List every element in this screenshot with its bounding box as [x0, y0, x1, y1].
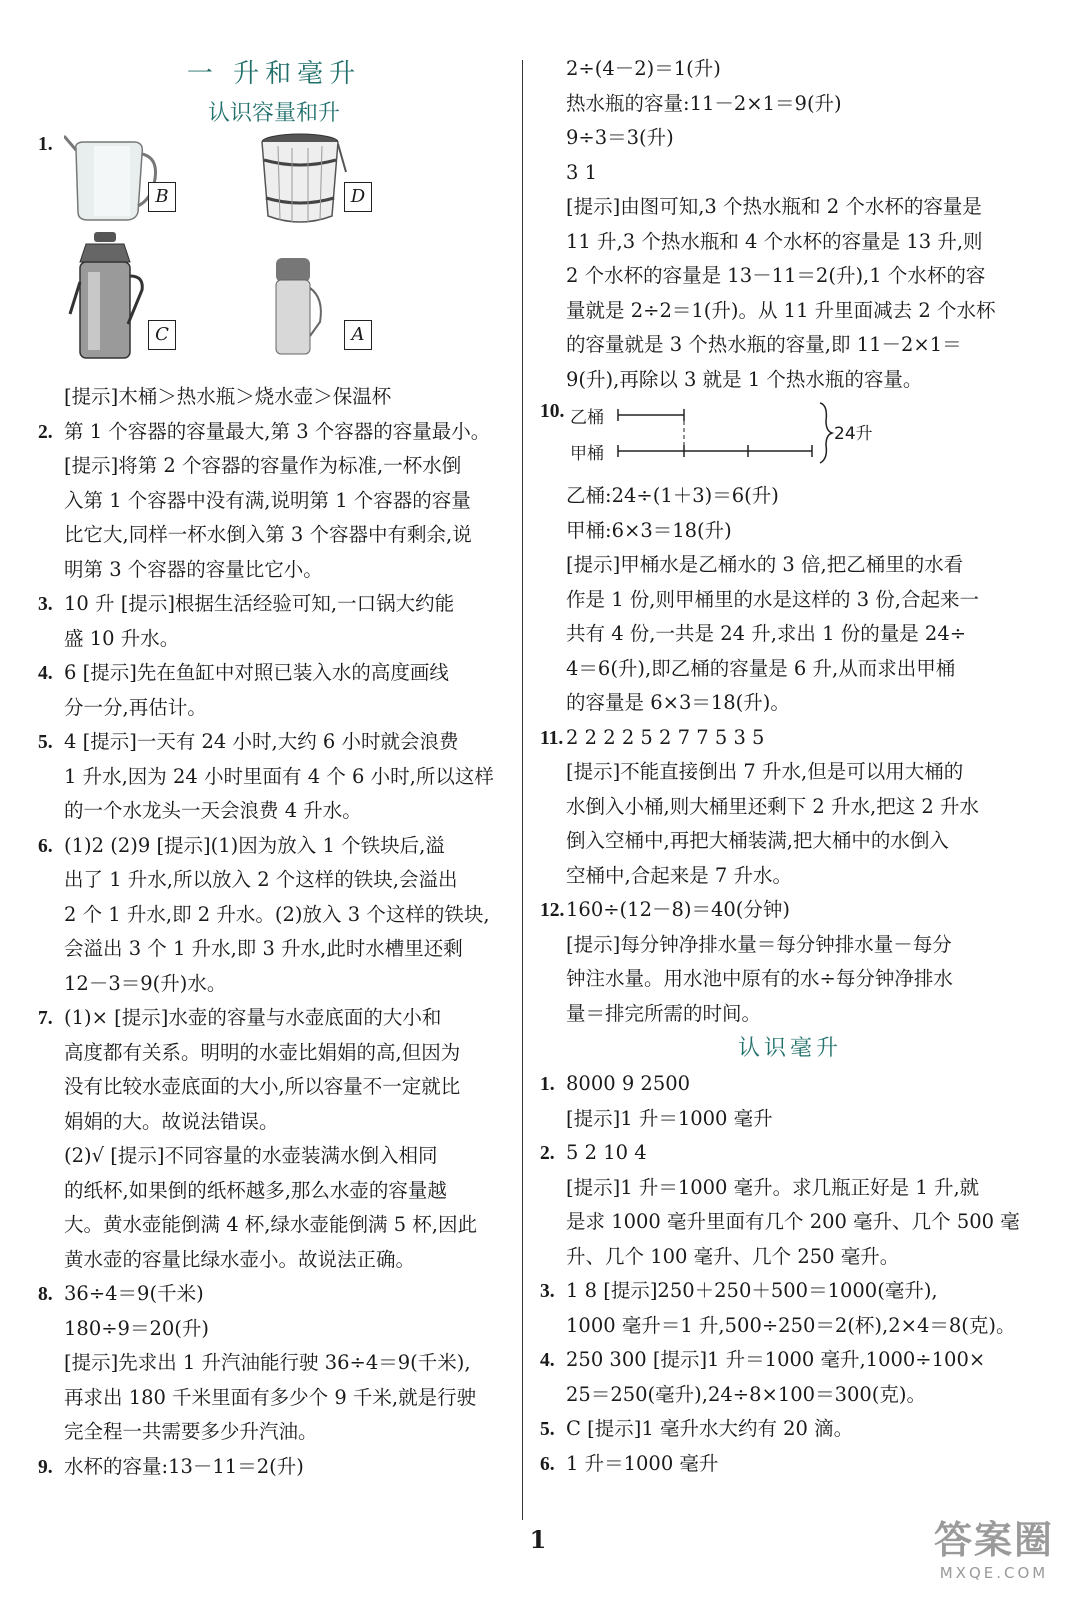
answer-text: 作是 1 份,则甲桶里的水是这样的 3 份,合起来一 [566, 587, 980, 611]
answer-text: 1 8 [提示]250＋250＋500＝1000(毫升), [566, 1279, 938, 1302]
question-number: 11. [540, 727, 564, 749]
answer-line [38, 1139, 510, 1174]
answer-text: [提示]先求出 1 升汽油能行驶 36÷4＝9(千米), [64, 1351, 471, 1374]
answer-line [38, 898, 510, 933]
question-10-diagram [540, 397, 1040, 479]
answer-line [540, 617, 1040, 652]
answer-line [540, 962, 1040, 997]
answer-text: 的容量就是 3 个热水瓶的容量,即 11－2×1＝ [566, 333, 962, 356]
answer-text: (1)2 (2)9 [提示](1)因为放入 1 个铁块后,溢 [64, 833, 445, 857]
answer-line [540, 1378, 1040, 1413]
label-box-cup: A [344, 320, 372, 350]
question-1-figures [38, 132, 510, 380]
answer-text: 盛 10 升水。 [64, 626, 180, 650]
question-number: 7. [38, 1008, 53, 1029]
answer-line [540, 548, 1040, 583]
right-mid-lines [540, 479, 1040, 1031]
answer-text: 6 [提示]先在鱼缸中对照已装入水的高度画线 [64, 661, 449, 684]
answer-line [38, 1312, 510, 1347]
answer-line [540, 479, 1040, 514]
answer-text: 1 升＝1000 毫升 [566, 1451, 719, 1475]
answer-line [38, 1036, 510, 1071]
answer-text: 180÷9＝20(升) [64, 1316, 209, 1340]
q1-hint: [提示]木桶＞热水瓶＞烧水壶＞保温杯 [64, 385, 392, 408]
answer-text: 12－3＝9(升)水。 [64, 971, 227, 995]
answer-text: C [提示]1 毫升水大约有 20 滴。 [566, 1417, 854, 1440]
answer-text: (2)√ [提示]不同容量的水壶装满水倒入相同 [64, 1144, 438, 1167]
answer-text: 的纸杯,如果倒的纸杯越多,那么水壶的容量越 [64, 1178, 447, 1202]
answer-line [38, 967, 510, 1002]
answer-text: 水倒入小桶,则大桶里还剩下 2 升水,把这 2 升水 [566, 794, 980, 818]
bucket-yi-label: 乙桶 [570, 408, 604, 428]
answer-line [38, 449, 510, 484]
answer-line [540, 52, 1040, 87]
answer-line [540, 156, 1040, 191]
answer-line [38, 1381, 510, 1416]
answer-text: 没有比较水壶底面的大小,所以容量不一定就比 [64, 1075, 461, 1098]
answer-text: 10 升 [提示]根据生活经验可知,一口锅大约能 [64, 592, 455, 615]
answer-line [38, 656, 510, 691]
question-number: 2. [540, 1143, 555, 1164]
answer-line [38, 1070, 510, 1105]
watermark-logo: 答案圈 MXQE.COM [933, 1518, 1054, 1582]
answer-text: 量就是 2÷2＝1(升)。从 11 升里面减去 2 个水杯 [566, 298, 996, 322]
answer-line [540, 87, 1040, 122]
question-number: 1. [38, 134, 53, 155]
answer-line [540, 928, 1040, 963]
answer-line [540, 1171, 1040, 1206]
answer-text: 比它大,同样一杯水倒入第 3 个容器中有剩余,说 [64, 523, 472, 546]
right-bottom-lines [540, 1067, 1040, 1481]
total-label: 24升 [834, 424, 873, 444]
answer-line [540, 1447, 1040, 1482]
answer-line [38, 415, 510, 450]
answer-text: 2 2 2 2 5 2 7 7 5 3 5 [566, 725, 765, 749]
column-divider [522, 60, 523, 1520]
answer-text: 3 1 [566, 160, 598, 184]
answer-line [540, 824, 1040, 859]
question-number: 3. [38, 594, 53, 615]
answer-text: 热水瓶的容量:11－2×1＝9(升) [566, 91, 842, 115]
answer-line [540, 514, 1040, 549]
answer-text: [提示]将第 2 个容器的容量作为标准,一杯水倒 [64, 454, 462, 477]
answer-text: [提示]不能直接倒出 7 升水,但是可以用大桶的 [566, 760, 964, 783]
label-box-thermos: C [148, 320, 176, 350]
answer-line [38, 1346, 510, 1381]
question-number: 10. [540, 401, 565, 422]
answer-line [38, 760, 510, 795]
question-number: 9. [38, 1456, 53, 1478]
answer-line [540, 1136, 1040, 1171]
answer-text: 乙桶:24÷(1＋3)＝6(升) [566, 484, 779, 507]
answer-text: [提示]每分钟净排水量＝每分钟排水量－每分 [566, 932, 952, 956]
answer-line [540, 1309, 1040, 1344]
answer-line [38, 518, 510, 553]
answer-line [540, 1102, 1040, 1137]
question-number: 3. [540, 1281, 555, 1302]
question-number: 2. [38, 421, 53, 443]
answer-text: 升、几个 100 毫升、几个 250 毫升。 [566, 1244, 900, 1268]
answer-line [38, 484, 510, 519]
answer-text: 的一个水龙头一天会浪费 4 升水。 [64, 799, 362, 822]
answer-line [540, 893, 1040, 928]
answer-text: 2÷(4－2)＝1(升) [566, 57, 721, 80]
answer-line [38, 622, 510, 657]
answer-line [38, 587, 510, 622]
answer-text: [提示]甲桶水是乙桶水的 3 倍,把乙桶里的水看 [566, 553, 964, 576]
answer-text: 高度都有关系。明明的水壶比娟娟的高,但因为 [64, 1040, 461, 1064]
answer-line [38, 1208, 510, 1243]
answer-line [540, 1240, 1040, 1275]
answer-line [540, 790, 1040, 825]
answer-line [540, 583, 1040, 618]
question-number: 8. [38, 1284, 53, 1305]
right-top-lines [540, 52, 1040, 397]
answer-line [38, 863, 510, 898]
answer-text: 钟注水量。用水池中原有的水÷每分钟净排水 [566, 967, 953, 990]
answer-text: 入第 1 个容器中没有满,说明第 1 个容器的容量 [64, 488, 471, 512]
answer-text: 8000 9 2500 [566, 1072, 691, 1095]
answer-text: 出了 1 升水,所以放入 2 个这样的铁块,会溢出 [64, 868, 458, 891]
answer-line [540, 1412, 1040, 1447]
thermos-icon [68, 232, 158, 362]
answer-text: 娟娟的大。故说法错误。 [64, 1109, 279, 1133]
answer-text: 2 个水杯的容量是 13－11＝2(升),1 个水杯的容 [566, 264, 986, 287]
question-number: 6. [38, 835, 53, 857]
answer-text: 再求出 180 千米里面有多少个 9 千米,就是行驶 [64, 1385, 477, 1409]
answer-text: 明第 3 个容器的容量比它小。 [64, 557, 323, 581]
answer-line [540, 294, 1040, 329]
answer-line [38, 1415, 510, 1450]
answer-line [38, 1001, 510, 1036]
answer-text: 倒入空桶中,再把大桶装满,把大桶中的水倒入 [566, 829, 949, 852]
answer-line [540, 652, 1040, 687]
answer-line [540, 259, 1040, 294]
answer-text: 分一分,再估计。 [64, 695, 207, 719]
question-number: 5. [38, 732, 53, 753]
answer-line [540, 859, 1040, 894]
answer-line [38, 1277, 510, 1312]
answer-line [540, 755, 1040, 790]
answer-line [540, 1274, 1040, 1309]
answer-text: 160÷(12－8)＝40(分钟) [566, 898, 791, 921]
answer-text: 250 300 [提示]1 升＝1000 毫升,1000÷100× [566, 1348, 986, 1371]
question-number: 5. [540, 1419, 555, 1440]
answer-line [38, 1450, 510, 1485]
answer-text: 5 2 10 4 [566, 1141, 647, 1164]
answer-line [540, 328, 1040, 363]
question-number: 4. [38, 663, 53, 684]
answer-line [38, 1105, 510, 1140]
answer-line [540, 190, 1040, 225]
answer-text: 4＝6(升),即乙桶的容量是 6 升,从而求出甲桶 [566, 656, 956, 680]
answer-text: 的容量是 6×3＝18(升)。 [566, 691, 790, 714]
answer-text: 空桶中,合起来是 7 升水。 [566, 863, 793, 887]
insulated-cup-icon [270, 258, 330, 358]
answer-text: [提示]1 升＝1000 毫升 [566, 1106, 773, 1130]
answer-line [38, 691, 510, 726]
answer-text: 25＝250(毫升),24÷8×100＝300(克)。 [566, 1382, 926, 1406]
answer-text: 甲桶:6×3＝18(升) [566, 518, 732, 542]
answer-text: 1000 毫升＝1 升,500÷250＝2(杯),2×4＝8(克)。 [566, 1313, 1016, 1337]
question-number: 1. [540, 1074, 555, 1095]
label-box-bucket: D [344, 182, 372, 212]
wooden-bucket-icon [258, 132, 348, 224]
answer-text: [提示]由图可知,3 个热水瓶和 2 个水杯的容量是 [566, 195, 982, 218]
answer-line [540, 1067, 1040, 1102]
answer-line [38, 725, 510, 760]
answer-line [38, 1243, 510, 1278]
answer-text: 第 1 个容器的容量最大,第 3 个容器的容量最小。 [64, 419, 491, 443]
answer-line [540, 1205, 1040, 1240]
page-number: 1 [529, 1525, 547, 1554]
answer-line [540, 997, 1040, 1032]
answer-text: 36÷4＝9(千米) [64, 1282, 204, 1305]
answer-text: 是求 1000 毫升里面有几个 200 毫升、几个 500 毫 [566, 1210, 1020, 1233]
answer-text: 会溢出 3 个 1 升水,即 3 升水,此时水槽里还剩 [64, 937, 463, 960]
answer-text: 1 升水,因为 24 小时里面有 4 个 6 小时,所以这样 [64, 764, 494, 788]
answer-text: 9(升),再除以 3 就是 1 个热水瓶的容量。 [566, 367, 923, 391]
question-number: 6. [540, 1453, 555, 1475]
answer-line [38, 794, 510, 829]
answer-text: 黄水壶的容量比绿水壶小。故说法正确。 [64, 1247, 416, 1271]
unit-title: 一 升和毫升 [186, 59, 362, 89]
answer-line [38, 553, 510, 588]
answer-text: 4 [提示]一天有 24 小时,大约 6 小时就会浪费 [64, 730, 459, 753]
section-title-milliliter: 认识毫升 [737, 1036, 842, 1061]
right-column [540, 52, 1040, 1481]
answer-text: 2 个 1 升水,即 2 升水。(2)放入 3 个这样的铁块, [64, 902, 490, 926]
bar-model-diagram [616, 397, 836, 479]
question-number: 4. [540, 1350, 555, 1371]
answer-text: 量＝排完所需的时间。 [566, 1001, 762, 1025]
answer-text: (1)× [提示]水壶的容量与水壶底面的大小和 [64, 1006, 442, 1029]
answer-text: 共有 4 份,一共是 24 升,求出 1 份的量是 24÷ [566, 622, 967, 645]
section-title: 认识容量和升 [207, 101, 340, 126]
answer-text: 水杯的容量:13－11＝2(升) [64, 1454, 304, 1478]
answer-line [540, 225, 1040, 260]
answer-text: [提示]1 升＝1000 毫升。求几瓶正好是 1 升,就 [566, 1175, 980, 1199]
answer-line [540, 363, 1040, 398]
left-column [38, 52, 510, 1484]
label-box-kettle: B [148, 182, 176, 212]
question-number: 12. [540, 900, 565, 921]
answer-text: 9÷3＝3(升) [566, 126, 674, 149]
left-answer-lines [38, 415, 510, 1485]
answer-line [540, 686, 1040, 721]
answer-line [38, 1174, 510, 1209]
answer-line [540, 721, 1040, 756]
answer-line [540, 121, 1040, 156]
answer-line [38, 932, 510, 967]
answer-text: 11 升,3 个热水瓶和 4 个水杯的容量是 13 升,则 [566, 229, 983, 253]
answer-line [540, 1343, 1040, 1378]
bucket-jia-label: 甲桶 [570, 444, 604, 464]
answer-text: 大。黄水壶能倒满 4 杯,绿水壶能倒满 5 杯,因此 [64, 1213, 478, 1236]
answer-text: 完全程一共需要多少升汽油。 [64, 1420, 318, 1443]
answer-line [38, 829, 510, 864]
